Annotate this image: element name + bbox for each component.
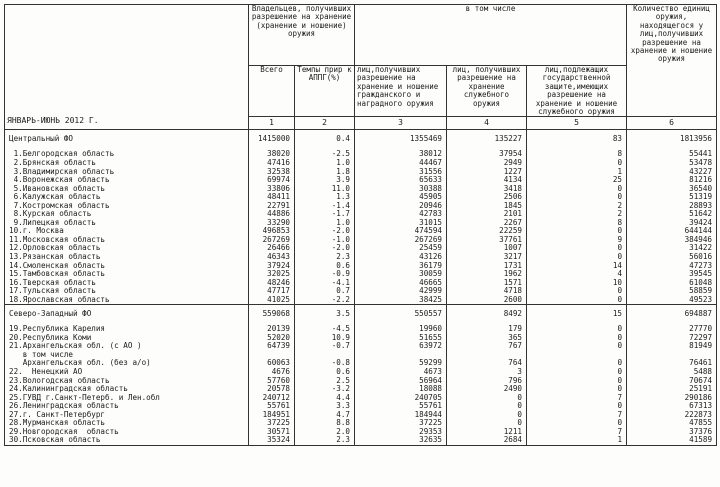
value-cell: 2684: [447, 436, 527, 445]
value-cell: 52020: [249, 334, 295, 343]
value-cell: 2490: [447, 385, 527, 394]
region-name: 30.Псковская область: [5, 436, 249, 445]
value-cell: [527, 351, 627, 360]
value-cell: 31556: [355, 168, 447, 177]
column-number: 2: [295, 117, 355, 130]
value-cell: 10: [527, 279, 627, 288]
district-total-row: [5, 309, 717, 319]
value-cell: 30059: [355, 270, 447, 279]
region-name: Северо-Западный ФО: [5, 309, 249, 319]
table-row: [5, 377, 717, 386]
value-cell: 83: [527, 134, 627, 144]
value-cell: 4.7: [295, 411, 355, 420]
table-row: [5, 210, 717, 219]
value-cell: 0: [527, 159, 627, 168]
value-cell: 47273: [627, 262, 717, 271]
value-cell: 20578: [249, 385, 295, 394]
value-cell: 2600: [447, 296, 527, 305]
region-name: в том числе: [5, 351, 249, 360]
value-cell: 65633: [355, 176, 447, 185]
region-name: 26.Ленинградская область: [5, 402, 249, 411]
value-cell: 46343: [249, 253, 295, 262]
value-cell: 3418: [447, 185, 527, 194]
value-cell: 76461: [627, 359, 717, 368]
value-cell: 37225: [355, 419, 447, 428]
region-name: 12.Орловская область: [5, 244, 249, 253]
value-cell: 0: [527, 227, 627, 236]
table-row: [5, 428, 717, 437]
value-cell: 8492: [447, 309, 527, 319]
value-cell: 4: [527, 270, 627, 279]
region-name: 8.Курская область: [5, 210, 249, 219]
value-cell: -1.4: [295, 202, 355, 211]
value-cell: 15: [527, 309, 627, 319]
value-cell: 0: [527, 287, 627, 296]
value-cell: -2.5: [295, 150, 355, 159]
value-cell: 0: [527, 419, 627, 428]
region-name: Архангельская обл. (без а/о): [5, 359, 249, 368]
value-cell: 22791: [249, 202, 295, 211]
value-cell: 0: [527, 385, 627, 394]
value-cell: 2267: [447, 219, 527, 228]
value-cell: 767: [447, 342, 527, 351]
value-cell: 4676: [249, 368, 295, 377]
value-cell: 39545: [627, 270, 717, 279]
value-cell: 42783: [355, 210, 447, 219]
value-cell: 32025: [249, 270, 295, 279]
region-name: 28.Мурманская область: [5, 419, 249, 428]
total-header: Всего: [249, 66, 295, 117]
value-cell: 45905: [355, 193, 447, 202]
value-cell: 184944: [355, 411, 447, 420]
value-cell: 135227: [447, 134, 527, 144]
value-cell: 7: [527, 428, 627, 437]
value-cell: -1.0: [295, 236, 355, 245]
value-cell: -4.1: [295, 279, 355, 288]
service-header: лиц, получивших разрешение на хранение служебного оружия: [447, 66, 527, 117]
region-name: 20.Республика Коми: [5, 334, 249, 343]
table-row: [5, 244, 717, 253]
value-cell: 222873: [627, 411, 717, 420]
column-number: 4: [447, 117, 527, 130]
region-name: 11.Московская область: [5, 236, 249, 245]
value-cell: 60063: [249, 359, 295, 368]
value-cell: 3.3: [295, 402, 355, 411]
value-cell: 267269: [249, 236, 295, 245]
value-cell: 25459: [355, 244, 447, 253]
value-cell: 37225: [249, 419, 295, 428]
value-cell: 1731: [447, 262, 527, 271]
value-cell: 4134: [447, 176, 527, 185]
value-cell: 8.8: [295, 419, 355, 428]
region-name: 6.Калужская область: [5, 193, 249, 202]
table-row: [5, 253, 717, 262]
value-cell: 69974: [249, 176, 295, 185]
value-cell: 47717: [249, 287, 295, 296]
value-cell: 37376: [627, 428, 717, 437]
region-name: 17.Тульская область: [5, 287, 249, 296]
value-cell: 1211: [447, 428, 527, 437]
state-protection-header: лиц,подлежащих государственной защите,имеющих разрешение на хранение и ношение служебного оружия: [527, 66, 627, 117]
value-cell: [295, 351, 355, 360]
period-label: ЯНВАРЬ-ИЮНЬ 2012 Г.: [5, 5, 249, 130]
value-cell: 384946: [627, 236, 717, 245]
value-cell: 55761: [249, 402, 295, 411]
value-cell: 1.8: [295, 168, 355, 177]
table-row: [5, 159, 717, 168]
value-cell: [249, 351, 295, 360]
table-row: [5, 342, 717, 351]
value-cell: 474594: [355, 227, 447, 236]
civil-header: лиц,получивших разрешение на хранение и ношение гражданского и наградного оружия: [355, 66, 447, 117]
value-cell: 3.9: [295, 176, 355, 185]
value-cell: 179: [447, 325, 527, 334]
value-cell: 56964: [355, 377, 447, 386]
table-row: [5, 402, 717, 411]
table-row: [5, 334, 717, 343]
value-cell: 22259: [447, 227, 527, 236]
of-which-header: в том числе: [355, 5, 627, 66]
value-cell: [627, 351, 717, 360]
value-cell: 49523: [627, 296, 717, 305]
value-cell: 0: [527, 377, 627, 386]
value-cell: 1.3: [295, 193, 355, 202]
value-cell: 38020: [249, 150, 295, 159]
value-cell: 37924: [249, 262, 295, 271]
value-cell: 0: [527, 325, 627, 334]
value-cell: 56016: [627, 253, 717, 262]
region-name: 25.ГУВД г.Санкт-Петерб. и Лен.обл: [5, 394, 249, 403]
value-cell: 59299: [355, 359, 447, 368]
region-name: 4.Воронежская область: [5, 176, 249, 185]
value-cell: 29353: [355, 428, 447, 437]
value-cell: 0: [527, 368, 627, 377]
table-row: [5, 419, 717, 428]
value-cell: 37954: [447, 150, 527, 159]
region-name: 24.Калининградская область: [5, 385, 249, 394]
value-cell: 8: [527, 219, 627, 228]
value-cell: 51642: [627, 210, 717, 219]
value-cell: 63972: [355, 342, 447, 351]
value-cell: 240705: [355, 394, 447, 403]
table-row: [5, 202, 717, 211]
value-cell: 64739: [249, 342, 295, 351]
value-cell: [447, 351, 527, 360]
table-row: [5, 368, 717, 377]
value-cell: 41025: [249, 296, 295, 305]
region-name: 22. Ненецкий АО: [5, 368, 249, 377]
owners-header: Владельцев, получивших разрешение на хранение (хранение и ношение) оружия: [249, 5, 355, 66]
region-name: 7.Костромская область: [5, 202, 249, 211]
value-cell: 33806: [249, 185, 295, 194]
table-row: [5, 411, 717, 420]
value-cell: 31015: [355, 219, 447, 228]
value-cell: 796: [447, 377, 527, 386]
value-cell: 267269: [355, 236, 447, 245]
value-cell: 55441: [627, 150, 717, 159]
table-row: [5, 168, 717, 177]
value-cell: 240712: [249, 394, 295, 403]
value-cell: 2949: [447, 159, 527, 168]
value-cell: 38012: [355, 150, 447, 159]
district-total-row: [5, 134, 717, 144]
value-cell: 7: [527, 394, 627, 403]
value-cell: 25: [527, 176, 627, 185]
region-name: 14.Смоленская область: [5, 262, 249, 271]
table-row: [5, 325, 717, 334]
table-row: [5, 296, 717, 305]
value-cell: 48411: [249, 193, 295, 202]
value-cell: 2506: [447, 193, 527, 202]
firearms-statistics-table: [4, 4, 717, 446]
value-cell: 0: [527, 334, 627, 343]
value-cell: -3.2: [295, 385, 355, 394]
column-number: 1: [249, 117, 295, 130]
column-number: 3: [355, 117, 447, 130]
value-cell: 51655: [355, 334, 447, 343]
value-cell: 81949: [627, 342, 717, 351]
value-cell: 1007: [447, 244, 527, 253]
region-name: 18.Ярославская область: [5, 296, 249, 305]
value-cell: 1: [527, 168, 627, 177]
table-row: [5, 270, 717, 279]
value-cell: 3: [447, 368, 527, 377]
table-row: [5, 236, 717, 245]
value-cell: 0: [447, 411, 527, 420]
value-cell: 8: [527, 150, 627, 159]
value-cell: 43126: [355, 253, 447, 262]
value-cell: 0.6: [295, 262, 355, 271]
value-cell: -2.2: [295, 296, 355, 305]
value-cell: 764: [447, 359, 527, 368]
value-cell: 0: [447, 394, 527, 403]
value-cell: 496853: [249, 227, 295, 236]
value-cell: 11.0: [295, 185, 355, 194]
value-cell: 1415000: [249, 134, 295, 144]
value-cell: 4.4: [295, 394, 355, 403]
value-cell: -2.0: [295, 227, 355, 236]
value-cell: 0: [527, 193, 627, 202]
value-cell: 0: [527, 342, 627, 351]
value-cell: 550557: [355, 309, 447, 319]
value-cell: 42999: [355, 287, 447, 296]
value-cell: 20946: [355, 202, 447, 211]
value-cell: 37761: [447, 236, 527, 245]
region-name: 21.Архангельская обл. (с АО ): [5, 342, 249, 351]
region-name: 13.Рязанская область: [5, 253, 249, 262]
value-cell: 38425: [355, 296, 447, 305]
value-cell: -0.7: [295, 342, 355, 351]
value-cell: 1355469: [355, 134, 447, 144]
region-name: 27.г. Санкт-Петербург: [5, 411, 249, 420]
value-cell: 48246: [249, 279, 295, 288]
table-row: [5, 262, 717, 271]
value-cell: 1.0: [295, 159, 355, 168]
value-cell: 2.5: [295, 377, 355, 386]
value-cell: 2101: [447, 210, 527, 219]
value-cell: 47855: [627, 419, 717, 428]
value-cell: 1813956: [627, 134, 717, 144]
value-cell: 44886: [249, 210, 295, 219]
value-cell: 10.9: [295, 334, 355, 343]
value-cell: 290186: [627, 394, 717, 403]
value-cell: 7: [527, 411, 627, 420]
value-cell: 5488: [627, 368, 717, 377]
value-cell: 0: [527, 296, 627, 305]
value-cell: 55761: [355, 402, 447, 411]
units-header: Количество единиц оружия, находящегося у лиц,получивших разрешение на хранение и ношение оружия: [627, 5, 717, 117]
value-cell: -0.8: [295, 359, 355, 368]
value-cell: 72297: [627, 334, 717, 343]
value-cell: 0: [447, 419, 527, 428]
table-row: [5, 219, 717, 228]
table-row: [5, 351, 717, 360]
value-cell: 1.0: [295, 219, 355, 228]
value-cell: 36540: [627, 185, 717, 194]
value-cell: 41589: [627, 436, 717, 445]
value-cell: 2.3: [295, 436, 355, 445]
value-cell: -0.9: [295, 270, 355, 279]
value-cell: 3217: [447, 253, 527, 262]
value-cell: 0.7: [295, 287, 355, 296]
value-cell: 19960: [355, 325, 447, 334]
value-cell: 1571: [447, 279, 527, 288]
table-row: [5, 193, 717, 202]
region-name: 29.Новгородская область: [5, 428, 249, 437]
value-cell: 0: [527, 185, 627, 194]
table-row: [5, 185, 717, 194]
value-cell: 2.0: [295, 428, 355, 437]
value-cell: 81216: [627, 176, 717, 185]
value-cell: 61048: [627, 279, 717, 288]
table-row: [5, 359, 717, 368]
value-cell: 51319: [627, 193, 717, 202]
value-cell: -4.5: [295, 325, 355, 334]
table-row: [5, 287, 717, 296]
value-cell: 4673: [355, 368, 447, 377]
value-cell: 27770: [627, 325, 717, 334]
region-name: 9.Липецкая область: [5, 219, 249, 228]
value-cell: -2.0: [295, 244, 355, 253]
value-cell: 0: [447, 402, 527, 411]
region-name: Центральный ФО: [5, 134, 249, 144]
value-cell: 36179: [355, 262, 447, 271]
value-cell: 67313: [627, 402, 717, 411]
value-cell: 1227: [447, 168, 527, 177]
value-cell: 0: [527, 253, 627, 262]
value-cell: 47416: [249, 159, 295, 168]
column-number: 5: [527, 117, 627, 130]
column-number: 6: [627, 117, 717, 130]
value-cell: 1: [527, 436, 627, 445]
value-cell: 644144: [627, 227, 717, 236]
value-cell: -1.7: [295, 210, 355, 219]
value-cell: 35324: [249, 436, 295, 445]
value-cell: 14: [527, 262, 627, 271]
value-cell: 32635: [355, 436, 447, 445]
value-cell: 694887: [627, 309, 717, 319]
value-cell: 26466: [249, 244, 295, 253]
region-name: 2.Брянская область: [5, 159, 249, 168]
value-cell: 18088: [355, 385, 447, 394]
table-row: [5, 176, 717, 185]
region-name: 19.Республика Карелия: [5, 325, 249, 334]
value-cell: 58859: [627, 287, 717, 296]
value-cell: [355, 351, 447, 360]
region-name: 10.г. Москва: [5, 227, 249, 236]
table-body: [5, 130, 717, 446]
value-cell: 184951: [249, 411, 295, 420]
value-cell: 31422: [627, 244, 717, 253]
value-cell: 2: [527, 202, 627, 211]
value-cell: 20139: [249, 325, 295, 334]
value-cell: 44467: [355, 159, 447, 168]
table-row: [5, 279, 717, 288]
value-cell: 0.6: [295, 368, 355, 377]
value-cell: 57760: [249, 377, 295, 386]
table-row: [5, 150, 717, 159]
value-cell: 30388: [355, 185, 447, 194]
region-name: 3.Владимирская область: [5, 168, 249, 177]
table-row: [5, 436, 717, 445]
region-name: 1.Белгородская область: [5, 150, 249, 159]
value-cell: 25191: [627, 385, 717, 394]
value-cell: 559068: [249, 309, 295, 319]
value-cell: 46665: [355, 279, 447, 288]
value-cell: 53478: [627, 159, 717, 168]
region-name: 23.Вологодская область: [5, 377, 249, 386]
value-cell: 2: [527, 210, 627, 219]
value-cell: 3.5: [295, 309, 355, 319]
region-name: 16.Тверская область: [5, 279, 249, 288]
region-name: 5.Ивановская область: [5, 185, 249, 194]
value-cell: 43227: [627, 168, 717, 177]
growth-header: Темпы прир к АППГ(%): [295, 66, 355, 117]
value-cell: 0.4: [295, 134, 355, 144]
value-cell: 70674: [627, 377, 717, 386]
value-cell: 0: [527, 402, 627, 411]
region-name: 15.Тамбовская область: [5, 270, 249, 279]
value-cell: 2.3: [295, 253, 355, 262]
value-cell: 0: [527, 359, 627, 368]
value-cell: 365: [447, 334, 527, 343]
value-cell: 9: [527, 236, 627, 245]
table-row: [5, 227, 717, 236]
value-cell: 30571: [249, 428, 295, 437]
value-cell: 28893: [627, 202, 717, 211]
value-cell: 0: [527, 244, 627, 253]
value-cell: 33290: [249, 219, 295, 228]
value-cell: 1845: [447, 202, 527, 211]
value-cell: 4718: [447, 287, 527, 296]
value-cell: 32538: [249, 168, 295, 177]
table-row: [5, 385, 717, 394]
table-row: [5, 394, 717, 403]
value-cell: 1962: [447, 270, 527, 279]
value-cell: 39424: [627, 219, 717, 228]
